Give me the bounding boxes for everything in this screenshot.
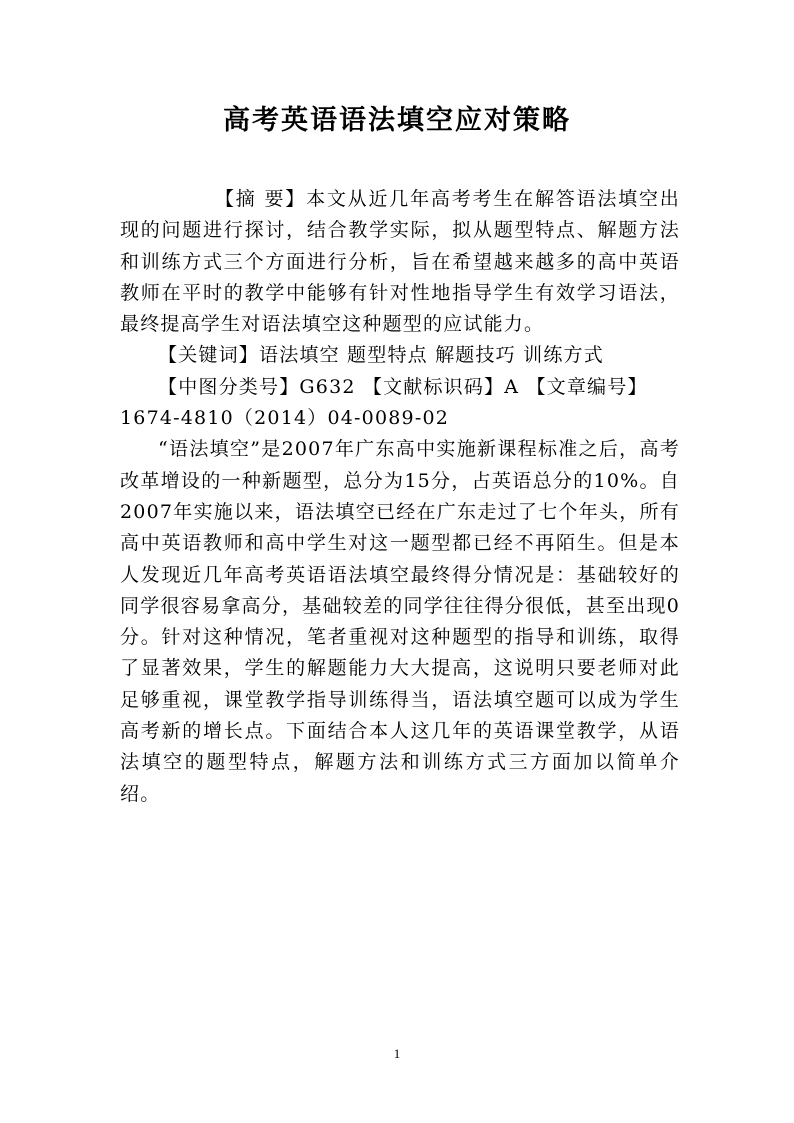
document-title: 高考英语语法填空应对策略	[223, 105, 571, 136]
abstract-paragraph: 【摘 要】本文从近几年高考考生在解答语法填空出现的问题进行探讨，结合教学实际，拟从题型特点、解题方法和训练方式三个方面进行分析，旨在希望越来越多的高中英语教师在平时的教学中能够有针对性地指导学生有效学习语法，最终提高学生对语法填空这种题型的应试能力。	[120, 188, 680, 336]
keywords-line: 【关键词】语法填空 题型特点 解题技巧 训练方式	[158, 344, 604, 367]
document-body	[120, 184, 680, 810]
body-paragraph: “语法填空”是2007年广东高中实施新课程标准之后，高考改革增设的一种新题型，总分为15分，占英语总分的10%。自2007年实施以来，语法填空已经在广东走过了七个年头，所有高中英语教师和高中学生对这一题型都已经不再陌生。但是本人发现近几年高考英语语法填空最终得分情况是：基础较好的同学很容易拿高分，基础较差的同学往往得分很低，甚至出现0分。针对这种情况，笔者重视对这种题型的指导和训练，取得了显著效果，学生的解题能力大大提高，这说明只要老师对此足够重视，课堂教学指导训练得当，语法填空题可以成为学生高考新的增长点。下面结合本人这几年的英语课堂教学，从语法填空的题型特点，解题方法和训练方式三方面加以简单介绍。	[120, 438, 680, 805]
classification-line: 【中图分类号】G632 【文献标识码】A 【文章编号】1674-4810（2014）04-0089-02	[120, 375, 648, 430]
page-number: 1	[393, 1046, 401, 1061]
